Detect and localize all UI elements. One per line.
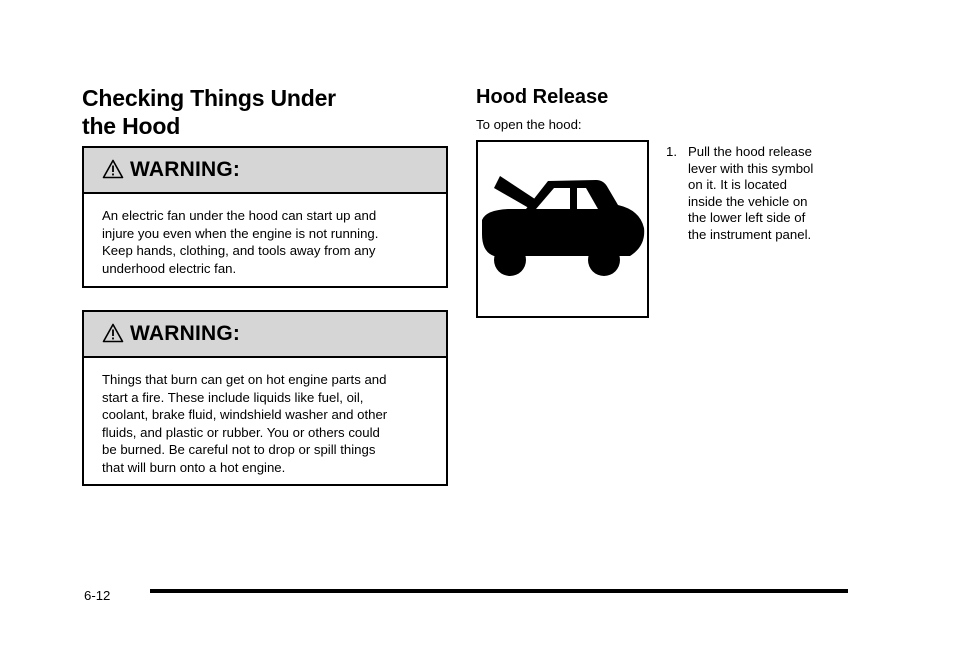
hood-open-car-icon — [478, 142, 647, 316]
warning-text — [84, 358, 446, 487]
warning-text-line: be burned. Be careful not to drop or spill things — [102, 442, 376, 457]
warning-text-line: injure you even when the engine is not running. — [102, 225, 379, 241]
footer-rule — [150, 589, 848, 593]
warning-text-line: that will burn onto a hot engine. — [102, 459, 286, 475]
warning-header — [84, 148, 446, 194]
hood-release-title: Hood Release — [476, 86, 609, 108]
section-title-line-1: Checking Things Under — [82, 85, 336, 111]
warning-text-line: An electric fan under the hood can start up and — [102, 208, 377, 223]
step-text-line: Pull the hood release — [688, 144, 812, 159]
step-1 — [666, 144, 866, 243]
warning-box-fire — [82, 310, 448, 486]
warning-text-line: underhood electric fan. — [102, 260, 237, 276]
step-text-line: inside the vehicle on — [688, 193, 808, 209]
warning-box-fan — [82, 146, 448, 288]
warning-triangle-icon — [102, 159, 124, 179]
step-number: 1. — [666, 144, 677, 159]
page-number: 6-12 — [84, 588, 111, 603]
hood-symbol-frame — [476, 140, 649, 318]
warning-text-line: start a fire. These include liquids like fuel, oil, — [102, 389, 364, 405]
intro-text: To open the hood: — [476, 117, 582, 132]
section-title — [82, 84, 448, 140]
warning-label: WARNING: — [130, 158, 241, 181]
step-text — [688, 144, 838, 243]
step-text-line: the instrument panel. — [688, 226, 812, 242]
warning-text-line: coolant, brake fluid, windshield washer and other — [102, 407, 388, 422]
warning-triangle-icon — [102, 323, 124, 343]
step-text-line: lever with this symbol — [688, 160, 814, 176]
warning-text-line: Keep hands, clothing, and tools away from any — [102, 243, 376, 258]
warning-text-line: Things that burn can get on hot engine parts and — [102, 372, 387, 387]
step-text-line: the lower left side of — [688, 210, 806, 225]
warning-label: WARNING: — [130, 322, 241, 345]
left-column — [82, 84, 448, 140]
warning-header — [84, 312, 446, 358]
section-title-line-2: the Hood — [82, 113, 181, 139]
warning-text-line: fluids, and plastic or rubber. You or others could — [102, 424, 380, 440]
right-column — [476, 85, 876, 109]
step-text-line: on it. It is located — [688, 177, 787, 192]
warning-text — [84, 194, 446, 288]
